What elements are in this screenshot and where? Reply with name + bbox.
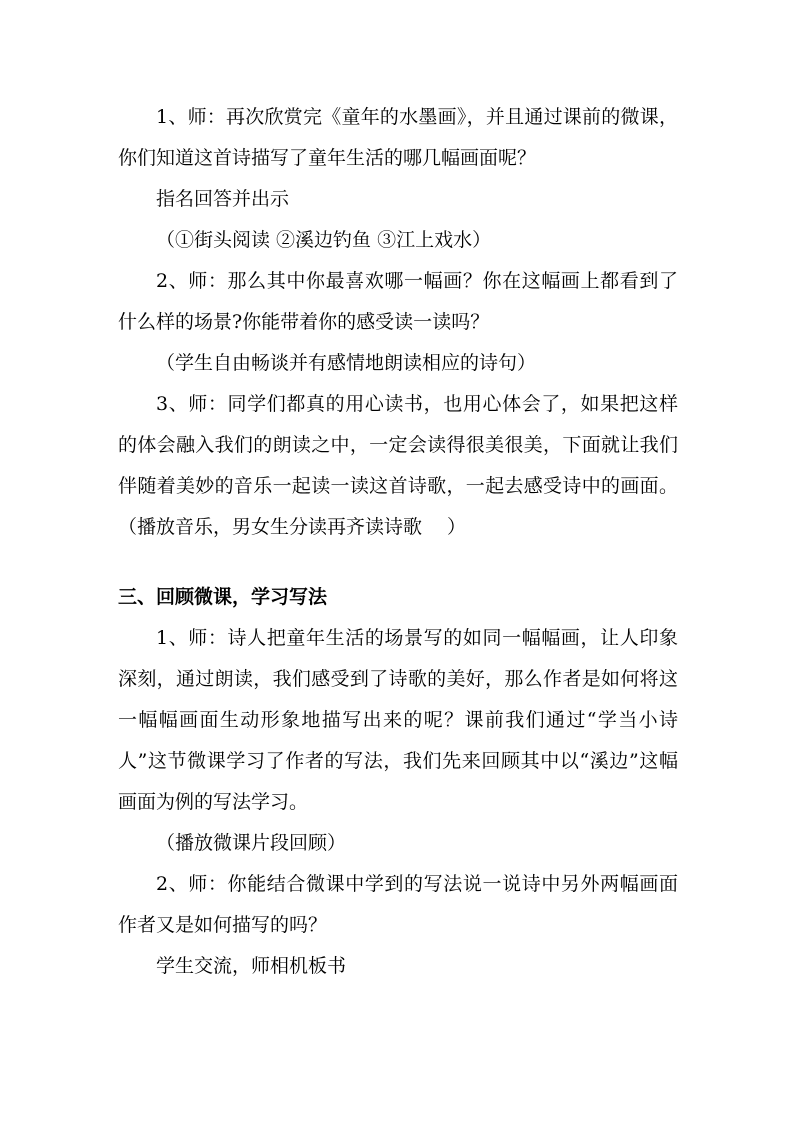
paragraph-review-method: 1、师：诗人把童年生活的场景写的如同一幅幅画，让人印象深刻，通过朗读，我们感受到了诗歌的美好，那么作者是如何将这一幅幅画面生动形象地描写出来的呢？课前我们通过“学当小诗人”这节微课学习了作者的写法，我们先来回顾其中以“溪边”这幅画面为例的写法学习。 — [118, 627, 678, 813]
paragraph-other-scenes: 2、师：你能结合微课中学到的写法说一说诗中另外两幅画面作者又是如何描写的吗？ — [118, 873, 678, 936]
section-heading: 三、回顾微课，学习写法 — [118, 586, 328, 608]
paragraph-reading-music: 3、师：同学们都真的用心读书，也用心体会了，如果把这样的体会融入我们的朗读之中，一定会读得很美很美，下面就让我们伴随着美妙的音乐一起读一读这首诗歌，一起去感受诗中的画面。（播放音乐，男女生分读再齐读诗歌 ） — [118, 393, 678, 538]
paragraph-answer-instruction: 指名回答并出示 — [156, 188, 290, 210]
paragraph-student-discussion: （学生自由畅谈并有感情地朗读相应的诗句） — [156, 352, 537, 374]
paragraph-question-scenes: 1、师：再次欣赏完《童年的水墨画》，并且通过课前的微课，你们知道这首诗描写了童年生活的哪几幅画面呢？ — [118, 106, 678, 169]
paragraph-favorite-scene: 2、师：那么其中你最喜欢哪一幅画？你在这幅画上都看到了什么样的场景?你能带着你的感受读一读吗？ — [118, 270, 678, 333]
paragraph-scene-list: （①街头阅读 ②溪边钓鱼 ③江上戏水） — [156, 229, 492, 251]
document-body — [118, 97, 678, 987]
paragraph-play-clip: （播放微课片段回顾） — [156, 832, 347, 854]
section-gap — [118, 548, 678, 577]
paragraph-student-exchange: 学生交流，师相机板书 — [156, 955, 347, 977]
